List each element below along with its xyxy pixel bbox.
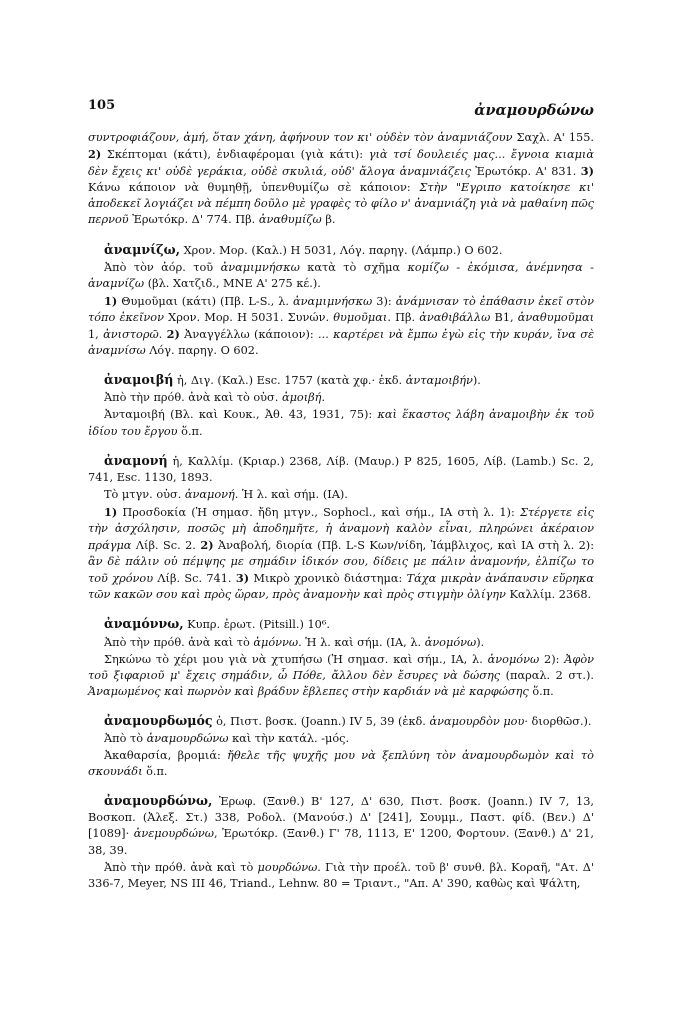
text-segment: καὶ τὴν κατάλ. -μός.: [228, 732, 350, 745]
text-segment: .: [158, 328, 167, 342]
text-segment: Θυμοῦμαι (κάτι) (Πβ. L-S., λ.: [117, 294, 294, 308]
italic-quote: ἂν δὲ πάλιν οὐ πέμψης με σημάδιν ἰδικόν σου, δίδεις με πάλιν ἀναμονήν, ἐλπίζω το τοῦ χρόνου: [88, 555, 594, 586]
entry-paragraph: [88, 293, 594, 359]
sense-number: 2): [200, 538, 214, 553]
entry-headline: [88, 616, 594, 633]
text-segment: .: [321, 391, 326, 405]
italic-quote: ἀμή, ὅταν χάνη, ἀφήνουν τον κι' οὐδὲν τὸν ἀναμνιάζουν: [183, 131, 513, 144]
entry-paragraph: [88, 860, 594, 892]
text-segment: Προσδοκία (Ἡ σημασ. ἤδη μτγν., Sophocl., καὶ σήμ., ΙΑ στὴ λ. 1):: [117, 505, 520, 519]
italic-quote: ἤθελε τῆς ψυχῆς μου νὰ ξεπλύνη τὸν ἀναμουρδωμὸν καὶ τὸ σκουνάδι: [88, 749, 594, 779]
text-segment: ὅ.π.: [142, 765, 168, 779]
text-segment: · διορθῶσ.).: [524, 714, 592, 728]
text-segment: 1,: [88, 328, 104, 342]
dictionary-entry: [88, 130, 594, 229]
sense-number: 2): [166, 327, 180, 342]
entry-headline: [88, 242, 594, 259]
text-segment: Τὸ μτγν. οὐσ.: [104, 487, 185, 501]
italic-quote: ἀνομόνω: [487, 652, 540, 666]
text-segment: . Πβ.: [387, 310, 420, 324]
page-header: [88, 92, 594, 126]
dictionary-entry: [88, 242, 594, 360]
text-segment: Ἀναβολή, διορία (Πβ. L-S Κων/νίδη, Ἰάμβλιχος, καὶ ΙΑ στὴ λ. 2):: [213, 539, 594, 553]
italic-quote: ἀναθιβάλλω: [419, 310, 491, 324]
italic-quote: Στέργετε εἰς τὴν ἀσχόλησιν, ποσῶς μὴ ἀποδημῆτε, ἡ ἀναμονὴ καλὸν εἶναι, πληρώνει ἀκέραιον πράγμα: [88, 505, 594, 553]
text-segment: Κυπρ. ἐρωτ. (Pitsill.) 10⁶.: [183, 618, 330, 632]
text-segment: (βλ. Χατζιδ., ΜΝΕ Α' 275 κέ.).: [144, 276, 321, 290]
text-segment: Β1,: [490, 310, 518, 324]
text-segment: 2):: [539, 652, 565, 666]
italic-quote: Ἀναμωμένος καὶ πωρνὸν καὶ βράδυν ἔβλεπες στὴν καρδιάν νὰ μὲ καρφώσης: [88, 684, 529, 698]
text-segment: Χρον. Μορ. (Καλ.) Η 5031, Λόγ. παρηγ. (Λάμπρ.) Ο 602.: [180, 243, 503, 257]
italic-quote: ἀνταμοιβήν: [405, 374, 473, 388]
entry-paragraph: [88, 487, 594, 503]
sense-number: 3): [235, 571, 250, 586]
entry-paragraph: [88, 652, 594, 700]
headword: ἀναμονή: [104, 452, 168, 468]
entry-paragraph: [88, 390, 594, 406]
text-segment: Ἀπὸ τὸν ἀόρ. τοῦ: [104, 260, 221, 274]
sense-number: 2): [88, 147, 102, 162]
entry-headline: [88, 453, 594, 486]
italic-quote: ἀναμονή: [184, 487, 235, 501]
italic-quote: ἀναθυμίζω: [258, 213, 322, 227]
italic-quote: ... καρτέρει νὰ ἔμπω ἐγὼ εἰς τὴν κυράν, ἵνα σὲ ἀναμνίσω: [88, 328, 595, 358]
italic-quote: θυμοῦμαι: [333, 310, 388, 324]
text-segment: Σκέπτομαι (κάτι), ἐνδιαφέρομαι (γιὰ κάτι):: [101, 148, 369, 162]
italic-quote: συντροφιάζουν,: [88, 131, 180, 144]
sense-number: 1): [104, 504, 118, 519]
dictionary-entry: [88, 793, 594, 892]
headword: ἀναμόννω,: [104, 616, 184, 632]
entry-headline: [88, 713, 594, 730]
italic-quote: ἀναθυμοῦμαι: [517, 310, 595, 324]
italic-quote: ἀνάμνισαν τὸ ἐπάθασιν ἐκεῖ στὸν τόπο ἐκεῖνον: [88, 294, 594, 324]
italic-quote: ἀνιστορῶ: [103, 328, 159, 342]
text-segment: Ἐρωτόκρ. Α' 831.: [470, 165, 581, 179]
text-segment: ὁ, Πιστ. βοσκ. (Joann.) IV 5, 39 (ἐκδ.: [212, 714, 430, 728]
entry-headline: [88, 793, 594, 858]
text-segment: Ἀπὸ τὸ: [104, 732, 147, 745]
sense-number: 3): [580, 164, 594, 179]
text-segment: Καλλίμ. 2368.: [505, 588, 592, 602]
text-segment: Ἀνταμοιβή (Βλ. καὶ Κουκ., Ἀθ. 43, 1931, 75):: [104, 408, 378, 422]
italic-quote: ἀναμουρδὸν μου: [429, 714, 525, 728]
text-segment: Ἐρωφ. (Ξανθ.) Β' 127, Δ' 630, Πιστ. βοσκ. (Joann.) IV 7, 13, Βοσκοπ. (Ἀλεξ. Στ.) 338, Ροδολ. (Μανούσ.) Δ' [241], Σουμμ., Παστ. φίδ. (Βεν.) Δ' [1089]·: [88, 795, 594, 841]
entry-headline: [88, 130, 594, 229]
text-segment: . Ἡ λ. καὶ σήμ. (ΙΑ).: [234, 487, 348, 501]
text-segment: 3):: [372, 294, 396, 308]
text-segment: Ἀπὸ τὴν πρόθ. ἀνὰ καὶ τὸ: [104, 635, 254, 649]
entry-paragraph: [88, 260, 594, 292]
dictionary-entry: [88, 713, 594, 780]
italic-quote: κομίζω - ἐκόμισα, ἀνέμνησα - ἀναμνίζω: [88, 260, 594, 290]
entry-paragraph: [88, 504, 594, 604]
entry-paragraph: [88, 731, 594, 747]
text-segment: ὅ.π.: [177, 424, 203, 438]
text-segment: ἡ, Καλλίμ. (Κριαρ.) 2368, Λίβ. (Μαυρ.) P 825, 1605, Λίβ. (Lamb.) Sc. 2, 741, Esc. 1130, 1893.: [88, 454, 594, 484]
text-segment: . Γιὰ τὴν προέλ. τοῦ β' συνθ. βλ. Κοραῆ, "Ατ. Δ' 336-7, Meyer, NS III 46, Triand., Lehnw. 80 = Τριαντ., "Απ. Α' 390, καθὼς καὶ Ψάλτη,: [88, 860, 594, 890]
text-segment: Ἀναγγέλλω (κάποιον):: [179, 328, 319, 342]
italic-quote: ἀναμουρδώνω: [146, 732, 229, 745]
text-segment: Ἀπὸ τὴν πρόθ. ἀνὰ καὶ τὸ: [104, 860, 258, 874]
text-segment: β.: [321, 213, 336, 227]
dictionary-entry: [88, 616, 594, 699]
text-segment: κατὰ τὸ σχῆμα: [299, 260, 408, 274]
headword: ἀναμουρδωμός: [104, 712, 213, 728]
page-number: 105: [88, 98, 116, 113]
dictionary-entry: [88, 453, 594, 604]
text-segment: Κάνω κάποιον νὰ θυμηθῇ, ὑπενθυμίζω σὲ κάποιον:: [88, 181, 420, 195]
italic-quote: ἀνομόνω: [424, 635, 477, 649]
headword: ἀναμνίζω,: [104, 241, 181, 257]
text-segment: ὅ.π.: [528, 684, 554, 698]
headword: ἀναμουρδώνω,: [104, 793, 213, 809]
text-segment: Ἀπὸ τὴν πρόθ. ἀνὰ καὶ τὸ οὐσ.: [104, 391, 282, 405]
italic-quote: ἀναμιμνήσκω: [293, 294, 373, 308]
text-segment: Σηκώνω τὸ χέρι μου γιὰ νὰ χτυπήσω (Ἡ σημασ. καὶ σήμ., ΙΑ, λ.: [104, 652, 488, 666]
italic-quote: Τάχα μικρὰν ἀνάπαυσιν εὕρηκα τῶν κακῶν σου καὶ πρὸς ὥραν, πρὸς ἀναμονὴν καὶ πρὸς στιγμὴν ὀλίγην: [88, 572, 594, 602]
running-head: ἀναμουρδώνω: [474, 102, 594, 119]
text-segment: Ἀκαθαρσία, βρομιά:: [104, 749, 228, 763]
sense-number: 1): [104, 293, 118, 308]
text-segment: Λίβ. Sc. 741.: [153, 572, 236, 586]
text-segment: Χρον. Μορ. Η 5031. Συνών.: [163, 310, 334, 324]
dictionary-entry: [88, 372, 594, 439]
text-segment: Λίβ. Sc. 2.: [131, 539, 201, 553]
italic-quote: ἀμόννω: [253, 635, 299, 649]
dictionary-page: [88, 92, 594, 892]
text-segment: ).: [472, 374, 481, 388]
italic-quote: μουρδώνω: [257, 860, 318, 874]
italic-quote: ἀνεμουρδώνω: [133, 827, 215, 841]
text-segment: Ἐρωτόκρ. Δ' 774. Πβ.: [128, 213, 259, 227]
text-segment: , Ἐρωτόκρ. (Ξανθ.) Γ' 78, 1113, Ε' 1200, Φορτουν. (Ξανθ.) Δ' 21, 38, 39.: [88, 827, 594, 857]
italic-quote: Στὴν "Εγριπο κατοίκησε κι' ἀποδεκεῖ λογιάζει νὰ πέμπη δοῦλο μὲ γραφὲς τὸ φίλο ν' ἀναμνιάζη γιὰ νὰ μαθαίνη πῶς περνοῦ: [88, 181, 594, 227]
italic-quote: Ἀφὸν τοῦ ξιφαριοῦ μ' ἔχεις σημάδιν, ὦ Πόθε, ἄλλου δὲν ἔσυρες νὰ δώσης: [88, 652, 594, 682]
headword: ἀναμοιβή: [104, 372, 174, 388]
italic-quote: ἀμοιβή: [281, 391, 322, 405]
text-segment: (παραλ. 2 στ.).: [500, 668, 594, 682]
text-segment: Μικρὸ χρονικὸ διάστημα:: [249, 572, 407, 586]
text-segment: Λόγ. παρηγ. Ο 602.: [145, 344, 259, 358]
italic-quote: γιὰ τσί δουλειές μας... ἔγνοια κιαμιὰ δὲν ἔχεις κι' οὐδὲ γεράκια, οὐδὲ σκυλιά, οὐδ' ἄλογα ἀναμνιάζεις: [88, 148, 594, 179]
entry-headline: [88, 372, 594, 389]
text-segment: Σαχλ. Α' 155.: [512, 131, 595, 144]
entry-paragraph: [88, 407, 594, 439]
text-segment: ).: [476, 635, 485, 649]
text-segment: ἡ, Διγ. (Καλ.) Esc. 1757 (κατὰ χφ.· ἐκδ.: [173, 374, 406, 388]
italic-quote: ἀναμιμνήσκω: [220, 260, 300, 274]
entry-paragraph: [88, 635, 594, 651]
entries-list: [88, 130, 594, 892]
entry-paragraph: [88, 748, 594, 780]
italic-quote: καὶ ἕκαστος λάβη ἀναμοιβὴν ἐκ τοῦ ἰδίου του ἔργου: [88, 408, 594, 438]
text-segment: . Ἡ λ. καὶ σήμ. (ΙΑ, λ.: [298, 635, 425, 649]
